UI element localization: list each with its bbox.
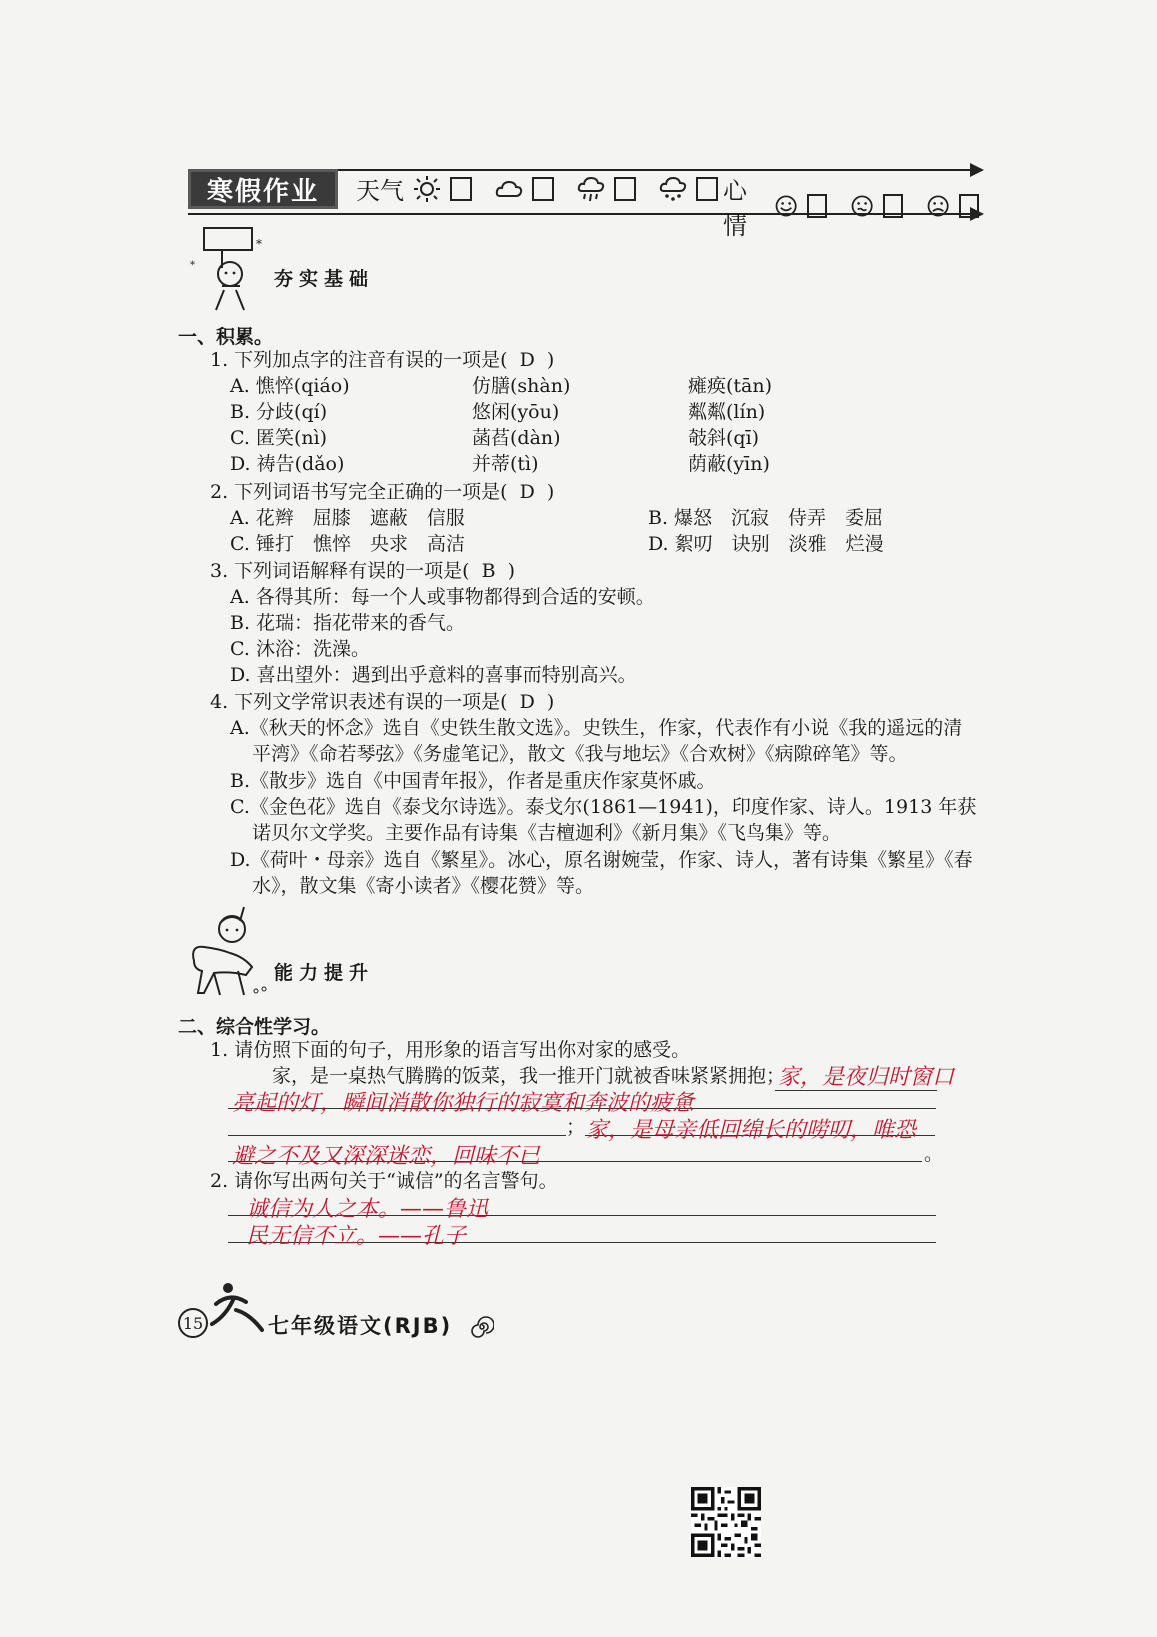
page-footer [178, 1280, 518, 1340]
s2-q1-stem: 1. 请仿照下面的句子，用形象的语言写出你对家的感受。 [210, 1039, 691, 1061]
s2-q1-handwritten-answer-4: 避之不及又深深迷恋，回味不已 [232, 1144, 541, 1169]
q1-stem: 1. 下列加点字的注音有误的一项是( D ) [210, 349, 555, 371]
cloud-icon [494, 174, 524, 204]
svg-text:*: * [190, 260, 195, 271]
q2-option-c: C. 锤打 憔悴 央求 高洁 [230, 533, 465, 555]
q3-option-a: A. 各得其所：每一个人或事物都得到合适的安顿。 [230, 586, 655, 608]
runner-logo-icon [206, 1280, 266, 1336]
s2-q1-handwritten-answer-1: 家，是夜归时窗口 [778, 1065, 955, 1090]
snow-icon [658, 174, 688, 204]
s2-q1-semicolon: ； [566, 1116, 586, 1138]
q3-option-c: C. 沐浴：洗澡。 [230, 638, 370, 660]
s2-q1-handwritten-answer-3: 家，是母亲低回绵长的唠叨，唯恐 [586, 1118, 917, 1143]
boy-on-horse-illustration [180, 905, 275, 1005]
q2-option-b: B. 爆怒 沉寂 侍弄 委屈 [648, 507, 884, 529]
weather-checkbox[interactable] [696, 177, 718, 201]
mood-row [723, 171, 993, 241]
girl-with-sign-illustration [186, 222, 276, 312]
s2-q1-example: 家，是一桌热气腾腾的饭菜，我一推开门就被香味紧紧拥抱； [272, 1065, 786, 1087]
q4-stem: 4. 下列文学常识表述有误的一项是( D ) [210, 691, 555, 713]
weather-label: 天气 [356, 177, 404, 205]
q4-option-b: B.《散步》选自《中国青年报》，作者是重庆作家莫怀戚。 [230, 770, 716, 792]
q4-option-a-line1: A.《秋天的怀念》选自《史铁生散文选》。史铁生，作家，代表作有小说《我的遥远的清 [230, 717, 963, 739]
q3-option-b: B. 花瑞：指花带来的香气。 [230, 612, 466, 634]
s2-q2-handwritten-quote-2: 民无信不立。——孔子 [246, 1224, 467, 1249]
q1-option-a-word2: 仿膳(shàn) [472, 375, 571, 397]
weather-row [356, 171, 732, 206]
q4-answer: D [519, 691, 535, 713]
q3-stem: 3. 下列词语解释有误的一项是( B ) [210, 560, 516, 582]
answer-line [228, 1135, 566, 1136]
header-band [188, 163, 988, 240]
weather-checkbox[interactable] [450, 177, 472, 201]
section1-heading: 一、积累。 [178, 326, 274, 348]
svg-text:*: * [256, 237, 262, 251]
q4-option-c-line1: C.《金色花》选自《泰戈尔诗选》。泰戈尔(1861—1941)，印度作家、诗人。1913 年获 [230, 796, 977, 818]
q2-option-a: A. 花辫 屈膝 遮蔽 信服 [230, 507, 465, 529]
s2-q1-handwritten-answer-2: 亮起的灯，瞬间消散你独行的寂寞和奔波的疲惫 [232, 1091, 695, 1116]
q1-option-b-word2: 悠闲(yōu) [472, 401, 560, 423]
s2-q2-stem: 2. 请你写出两句关于“诚信”的名言警句。 [210, 1170, 558, 1192]
rain-icon [576, 174, 606, 204]
footer-title: 七年级语文(RJB) [268, 1310, 494, 1340]
page-number: 15 [178, 1308, 208, 1338]
q2-answer: D [519, 481, 535, 503]
s2-q2-handwritten-quote-1: 诚信为人之本。——鲁迅 [246, 1197, 489, 1222]
q1-option-a: A. 憔悴(qiáo) [230, 375, 350, 397]
q3-answer: B [481, 560, 496, 582]
q2-option-d: D. 絮叨 诀别 淡雅 烂漫 [648, 533, 884, 555]
weather-checkbox[interactable] [532, 177, 554, 201]
neutral-face-icon [849, 191, 875, 221]
weather-checkbox[interactable] [614, 177, 636, 201]
mood-label: 心情 [723, 177, 747, 240]
mood-checkbox[interactable] [883, 194, 903, 218]
q4-option-a-line2: 平湾》《命若琴弦》《务虚笔记》，散文《我与地坛》《合欢树》《病隙碎笔》等。 [252, 743, 908, 765]
q1-option-d: D. 祷告(dǎo) [230, 453, 345, 475]
happy-face-icon [773, 191, 799, 221]
q4-option-c-line2: 诺贝尔文学奖。主要作品有诗集《吉檀迦利》《新月集》《飞鸟集》等。 [252, 822, 842, 844]
q1-option-a-word3: 瘫痪(tān) [688, 375, 773, 397]
q1-option-c-word2: 菡萏(dàn) [472, 427, 561, 449]
q3-option-d: D. 喜出望外：遇到出乎意料的喜事而特别高兴。 [230, 664, 637, 686]
sun-icon [412, 174, 442, 204]
q1-option-b-word3: 粼粼(lín) [688, 401, 766, 423]
qr-code-icon [691, 1487, 761, 1557]
spiral-icon [470, 1315, 494, 1339]
mood-checkbox[interactable] [807, 194, 827, 218]
section-title-foundation: 夯实基础 [274, 268, 375, 290]
s2-q1-period: 。 [924, 1143, 944, 1165]
q1-answer: D [519, 349, 535, 371]
q1-option-d-word2: 并蒂(tì) [472, 453, 539, 475]
section2-heading: 二、综合性学习。 [178, 1016, 331, 1038]
q1-option-c-word3: 攲斜(qī) [688, 427, 760, 449]
q1-option-d-word3: 荫蔽(yīn) [688, 453, 770, 475]
section-title-ability: 能力提升 [274, 962, 375, 984]
q2-stem: 2. 下列词语书写完全正确的一项是( D ) [210, 481, 555, 503]
q1-option-c: C. 匿笑(nì) [230, 427, 328, 449]
mood-checkbox[interactable] [959, 194, 979, 218]
q4-option-d-line1: D.《荷叶・母亲》选自《繁星》。冰心，原名谢婉莹，作家、诗人，著有诗集《繁星》《春 [230, 849, 973, 871]
sad-face-icon [925, 191, 951, 221]
q1-option-b: B. 分歧(qí) [230, 401, 328, 423]
q4-option-d-line2: 水》，散文集《寄小读者》《樱花赞》等。 [252, 875, 595, 897]
winter-homework-badge: 寒假作业 [188, 169, 338, 209]
